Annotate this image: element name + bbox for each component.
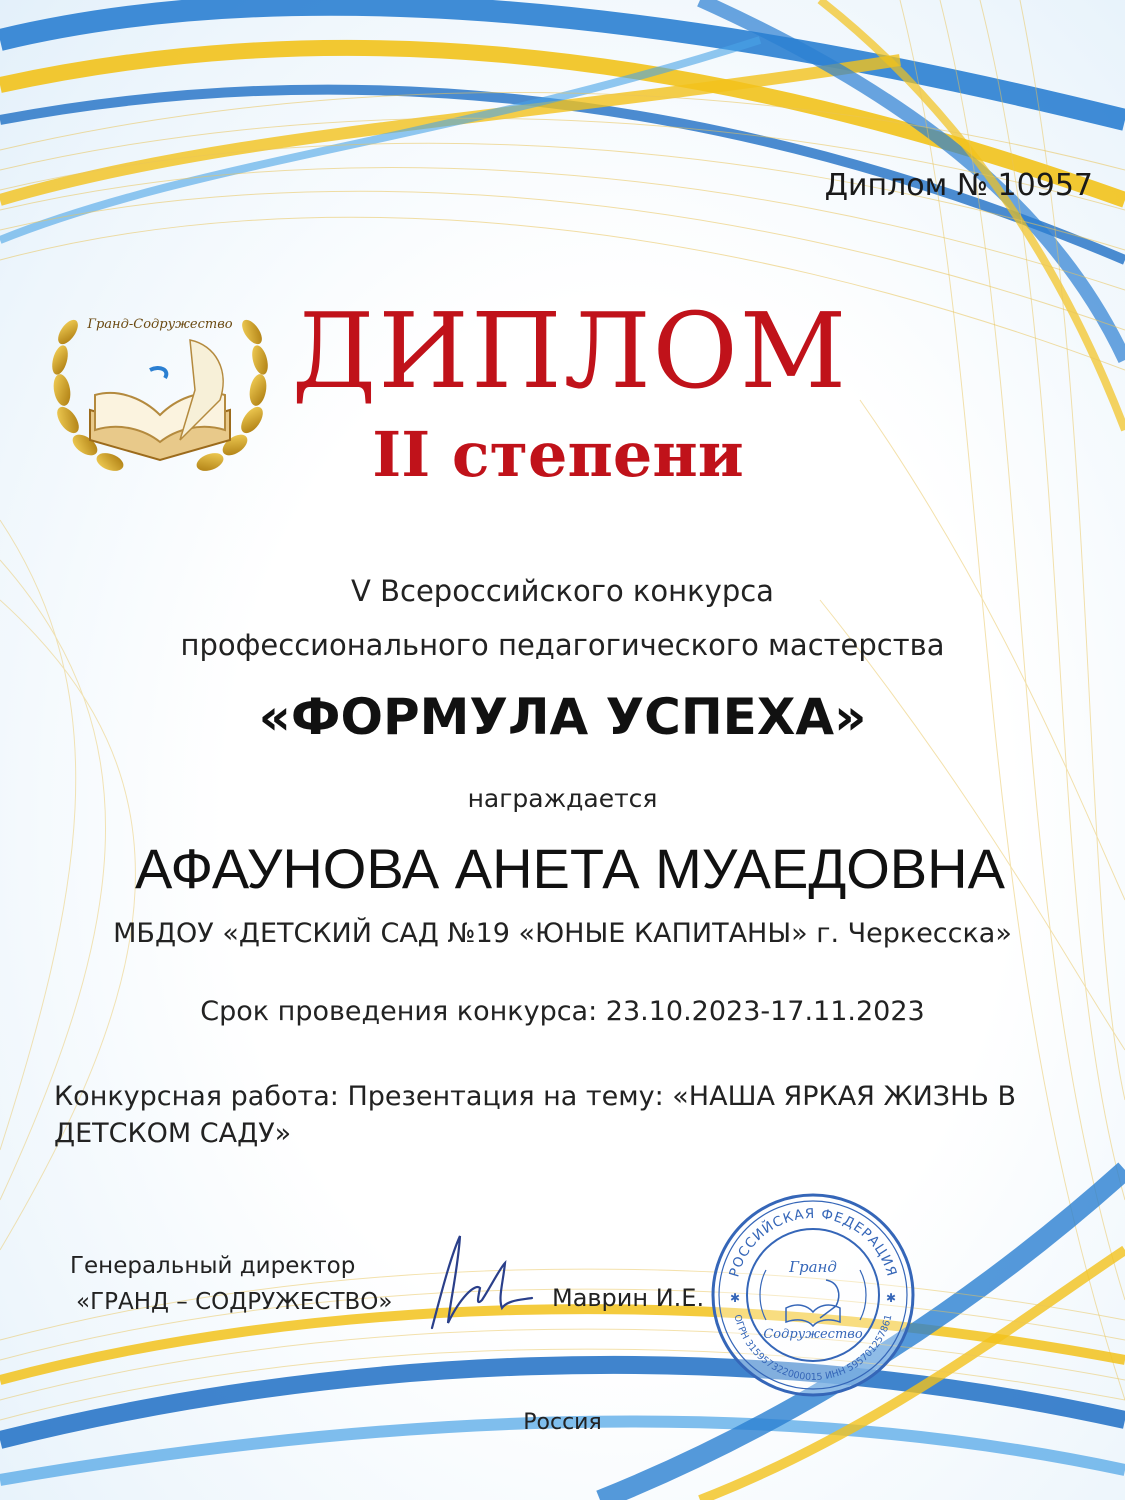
laurel-book-quill-logo-icon <box>40 290 280 490</box>
country: Россия <box>523 1410 602 1435</box>
contest-line-2: профессионального педагогического мастерства <box>180 628 945 662</box>
svg-text:✱: ✱ <box>730 1291 741 1305</box>
stamp-inner-top: Гранд <box>789 1258 837 1276</box>
organization: МБДОУ «ДЕТСКИЙ САД №19 «ЮНЫЕ КАПИТАНЫ» г. Черкесска» <box>113 918 1012 949</box>
logo-text: Гранд-Содружество <box>87 317 233 332</box>
contest-work: Конкурсная работа: Презентация на тему: «НАША ЯРКАЯ ЖИЗНЬ В ДЕТСКОМ САДУ» <box>54 1081 1017 1149</box>
stamp-icon <box>708 1190 918 1400</box>
director-name: Маврин И.Е. <box>552 1284 705 1312</box>
page-title: ДИПЛОМ <box>291 290 849 412</box>
stamp-bottom-text: ОГРН 315957322000015 ИНН 595701257861 <box>731 1313 895 1384</box>
contest-line-1: V Всероссийского конкурса <box>351 574 774 608</box>
recipient-name: АФАУНОВА АНЕТА МУАЕДОВНА <box>135 837 1005 900</box>
director-title: Генеральный директор <box>70 1253 356 1279</box>
contest-name: «ФОРМУЛА УСПЕХА» <box>258 688 867 746</box>
stamp-top-text: РОССИЙСКАЯ ФЕДЕРАЦИЯ <box>726 1205 900 1279</box>
awarded-label: награждается <box>467 784 658 813</box>
svg-text:✱: ✱ <box>886 1291 897 1305</box>
stamp-inner-bottom: Содружество <box>763 1327 863 1342</box>
contest-term: Срок проведения конкурса: 23.10.2023-17.11.2023 <box>200 996 925 1027</box>
diploma-number: Диплом № 10957 <box>824 168 1093 203</box>
signature-icon <box>420 1228 540 1338</box>
director-org: «ГРАНД – СОДРУЖЕСТВО» <box>76 1289 393 1315</box>
director-block <box>70 1248 392 1320</box>
degree-label: II степени <box>372 418 744 491</box>
